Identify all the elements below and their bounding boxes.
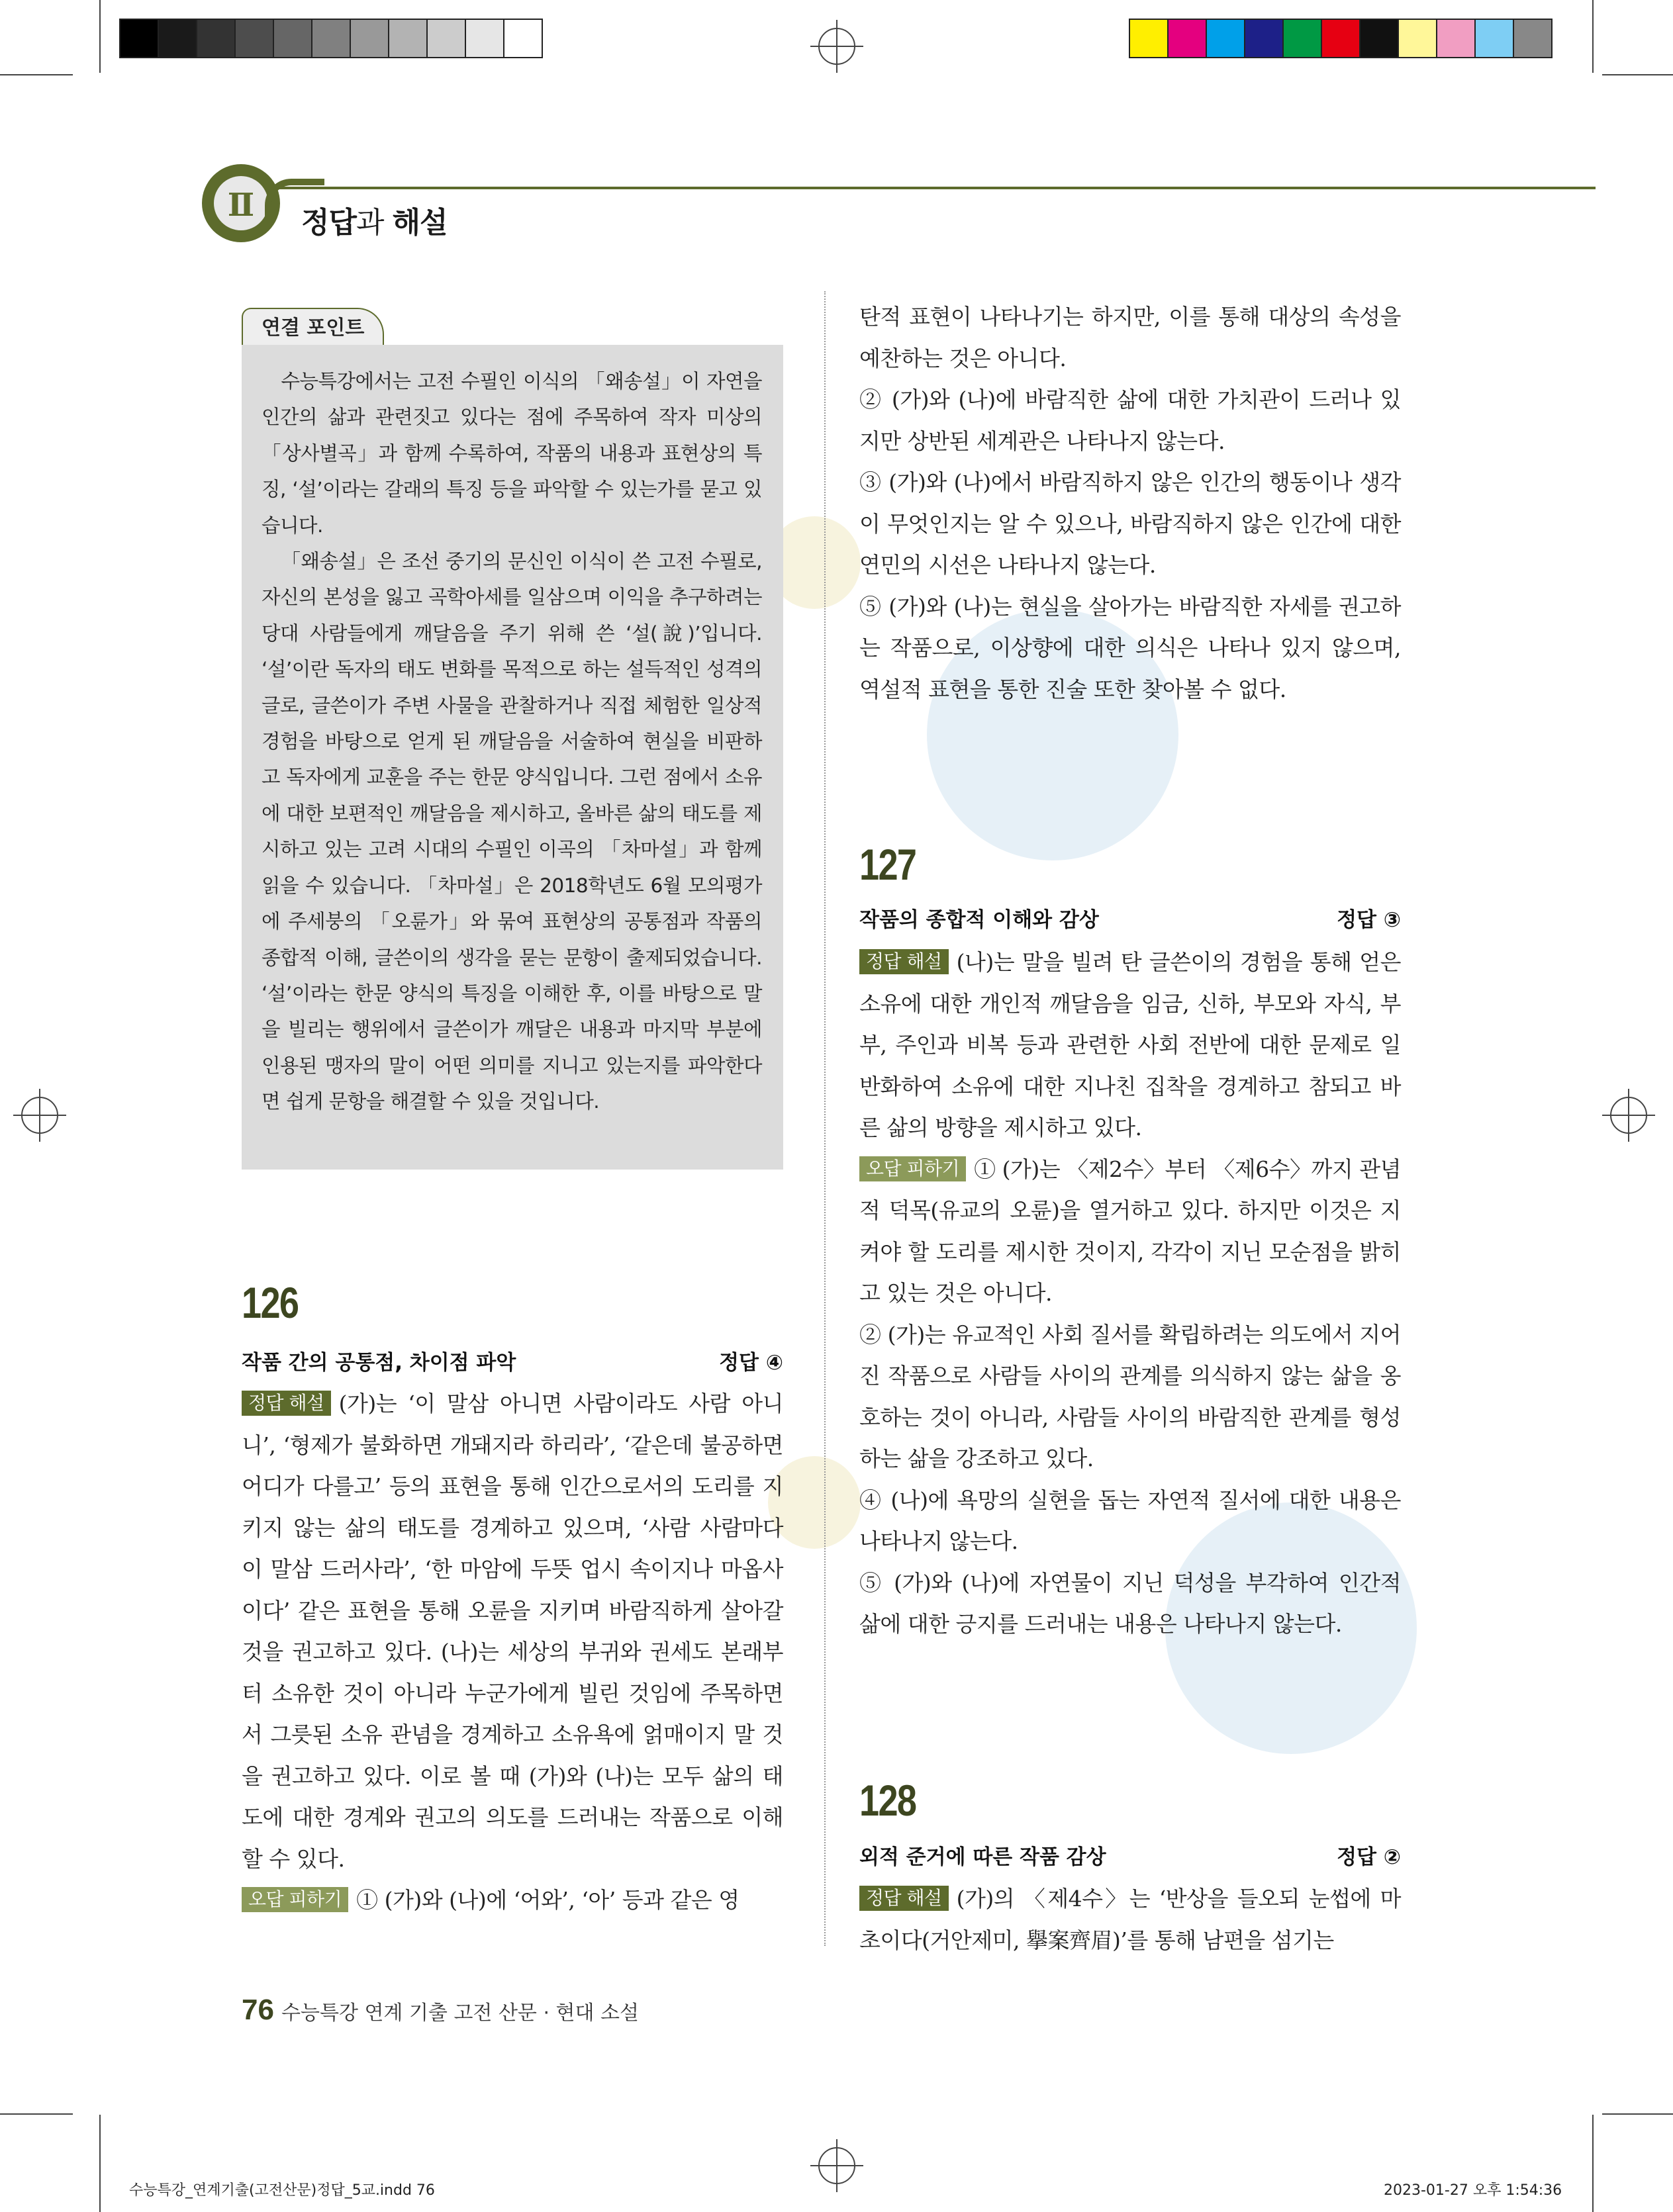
- color-swatch: [1322, 20, 1361, 57]
- print-slug-file: 수능특강_연계기출(고전산문)정답_5교.indd 76: [129, 2182, 435, 2199]
- explanation-text: (가)는 ‘이 말삼 아니면 사람이라도 사람 아니니’, ‘형제가 불화하면 개돼지라 하리라’, ‘같은데 불공하면 어디가 다를고’ 등의 표현을 통해 인간으로서의 도리를 지키지 않는 삶의 태도를 경계하고 있으며, ‘사람 사람마다 이 말삼 드러사라’, ‘한 마암에 두뜻 업시 속이지나 마옵사이다’ 같은 표현을 통해 오륜을 지키며 바람직하게 살아갈 것을 권고하고 있다. (나)는 세상의 부귀와 권세도 본래부터 소유한 것이 아니라 누군가에게 빌린 것임에 주목하면서 그릇된 소유 관념을 경계하고 소유욕에 얽매이지 말 것을 권고하고 있다. 이로 볼 때 (가)와 (나)는 모두 삶의 태도에 대한 경계와 권고의 의도를 드러내는 작품으로 이해할 수 있다.: [242, 1391, 783, 1872]
- crop-mark: [1602, 74, 1673, 75]
- wrong-answer-item: ② (가)와 (나)에 바람직한 삶에 대한 가치관이 드러나 있지만 상반된 세계관은 나타나지 않는다.: [859, 387, 1401, 454]
- color-swatch: [504, 20, 542, 57]
- wrong-answer-item: ④ (나)에 욕망의 실현을 돕는 자연적 질서에 대한 내용은 나타나지 않는다.: [859, 1487, 1401, 1554]
- header-rule: [278, 187, 1596, 189]
- section-title: 정답과 해설: [301, 206, 448, 240]
- answer-label: 정답 ②: [1337, 1845, 1401, 1869]
- color-swatch: [466, 20, 504, 57]
- explanation-126: [242, 1383, 783, 1921]
- explanation-127: [859, 942, 1401, 1645]
- registration-mark-icon: [13, 1089, 66, 1142]
- answer-label: 정답 ③: [1337, 907, 1401, 932]
- wrong-answer-tag: 오답 피하기: [859, 1156, 966, 1181]
- answer-explanation-tag: 정답 해설: [859, 949, 949, 974]
- question-heading: [242, 1346, 783, 1375]
- color-swatch: [197, 20, 236, 57]
- wrong-answer-text: ① (가)와 (나)에 ‘어와’, ‘아’ 등과 같은 영: [356, 1887, 740, 1913]
- column-divider: [824, 291, 826, 1946]
- question-heading: [859, 1840, 1401, 1869]
- question-topic: 작품 간의 공통점, 차이점 파악: [242, 1350, 516, 1375]
- crop-mark: [99, 0, 101, 73]
- color-swatch: [389, 20, 428, 57]
- color-swatch: [1361, 20, 1399, 57]
- color-swatch: [1284, 20, 1322, 57]
- explanation-text: (나)는 말을 빌려 탄 글쓴이의 경험을 통해 얻은 소유에 대한 개인적 깨달음을 임금, 신하, 부모와 자식, 부부, 주인과 비복 등과 관련한 사회 전반에 대한 문제로 일반화하여 소유에 대한 지나친 집착을 경계하고 참되고 바른 삶의 방향을 제시하고 있다.: [859, 949, 1401, 1140]
- wrong-answer-item: ⑤ (가)와 (나)는 현실을 살아가는 바람직한 자세를 권고하는 작품으로, 이상향에 대한 의식은 나타나 있지 않으며, 역설적 표현을 통한 진술 또한 찾아볼 수 없다.: [859, 593, 1401, 702]
- chapter-numeral: Ⅱ: [227, 187, 255, 224]
- print-slug-timestamp: 2023-01-27 오후 1:54:36: [1384, 2182, 1562, 2199]
- crop-mark: [1602, 2113, 1673, 2115]
- color-swatch: [1245, 20, 1284, 57]
- question-topic: 외적 준거에 따른 작품 감상: [859, 1845, 1106, 1869]
- grayscale-color-bar: [119, 19, 543, 58]
- wrong-answer-text: ① (가)는 〈제2수〉부터 〈제6수〉까지 관념적 덕목(유교의 오륜)을 열거하고 있다. 하지만 이것은 지켜야 할 도리를 제시한 것이지, 각각이 지닌 모순점을 밝히고 있는 것은 아니다.: [859, 1156, 1401, 1306]
- explanation-126-continued: [859, 297, 1401, 710]
- wrong-answer-text: 탄적 표현이 나타나기는 하지만, 이를 통해 대상의 속성을 예찬하는 것은 아니다.: [859, 304, 1401, 371]
- color-swatch: [428, 20, 466, 57]
- question-number: 126: [242, 1278, 299, 1327]
- color-swatch: [1514, 20, 1551, 57]
- answer-label: 정답 ④: [719, 1350, 783, 1375]
- process-color-bar: [1129, 19, 1553, 58]
- connection-point-box: [242, 345, 783, 1170]
- question-heading: [859, 903, 1401, 932]
- registration-mark-icon: [1602, 1089, 1655, 1142]
- color-swatch: [159, 20, 197, 57]
- answer-explanation-tag: 정답 해설: [242, 1391, 331, 1416]
- color-swatch: [1130, 20, 1169, 57]
- wrong-answer-item: ② (가)는 유교적인 사회 질서를 확립하려는 의도에서 지어진 작품으로 사람들 사이의 관계를 의식하지 않는 삶을 옹호하는 것이 아니라, 사람들 사이의 바람직한 관계를 형성하는 삶을 강조하고 있다.: [859, 1321, 1401, 1471]
- connection-paragraph: 「왜송설」은 조선 중기의 문신인 이식이 쓴 고전 수필로, 자신의 본성을 잃고 곡학아세를 일삼으며 이익을 추구하려는 당대 사람들에게 깨달음을 주기 위해 쓴 ‘설(說)’입니다. ‘설’이란 독자의 태도 변화를 목적으로 하는 설득적인 성격의 글로, 글쓴이가 주변 사물을 관찰하거나 직접 체험한 일상적 경험을 바탕으로 얻게 된 깨달음을 서술하여 현실을 비판하고 독자에게 교훈을 주는 한문 양식입니다. 그런 점에서 소유에 대한 보편적인 깨달음을 제시하고, 올바른 삶의 태도를 제시하고 있는 고려 시대의 수필인 이곡의 「차마설」과 함께 읽을 수 있습니다. 「차마설」은 2018학년도 6월 모의평가에 주세붕의 「오륜가」와 묶여 표현상의 공통점과 작품의 종합적 이해, 글쓴이의 생각을 묻는 문항이 출제되었습니다. ‘설’이라는 한문 양식의 특징을 이해한 후, 이를 바탕으로 말을 빌리는 행위에서 글쓴이가 깨달은 내용과 마지막 부분에 인용된 맹자의 말이 어떤 의미를 지니고 있는지를 파악한다면 쉽게 문항을 해결할 수 있을 것입니다.: [262, 550, 762, 1113]
- answer-explanation-tag: 정답 해설: [859, 1886, 949, 1911]
- color-swatch: [1399, 20, 1437, 57]
- crop-mark: [1592, 0, 1594, 73]
- connection-paragraph: 수능특강에서는 고전 수필인 이식의 「왜송설」이 자연을 인간의 삶과 관련짓고 있다는 점에 주목하여 작자 미상의 「상사별곡」과 함께 수록하여, 작품의 내용과 표현상의 특징, ‘설’이라는 갈래의 특징 등을 파악할 수 있는가를 묻고 있습니다.: [262, 370, 762, 537]
- color-swatch: [120, 20, 159, 57]
- color-swatch: [236, 20, 274, 57]
- color-swatch: [1169, 20, 1207, 57]
- color-swatch: [1437, 20, 1476, 57]
- connection-point-tab: 연결 포인트: [242, 308, 384, 347]
- color-swatch: [274, 20, 312, 57]
- page-number: 76: [242, 1994, 274, 2026]
- wrong-answer-item: ⑤ (가)와 (나)에 자연물이 지닌 덕성을 부각하여 인간적 삶에 대한 긍지를 드러내는 내용은 나타나지 않는다.: [859, 1569, 1401, 1637]
- question-number: 128: [859, 1776, 916, 1825]
- color-swatch: [351, 20, 389, 57]
- crop-mark: [0, 74, 73, 75]
- crop-mark: [99, 2115, 101, 2212]
- registration-mark-icon: [810, 20, 863, 73]
- color-swatch: [312, 20, 351, 57]
- color-swatch: [1476, 20, 1514, 57]
- color-swatch: [1207, 20, 1245, 57]
- running-footer-title: 수능특강 연계 기출 고전 산문 · 현대 소설: [281, 2002, 639, 2025]
- wrong-answer-item: ③ (가)와 (나)에서 바람직하지 않은 인간의 행동이나 생각이 무엇인지는 알 수 있으나, 바람직하지 않은 인간에 대한 연민의 시선은 나타나지 않는다.: [859, 469, 1401, 578]
- explanation-text: (가)의 〈제4수〉는 ‘반상을 들오되 눈썹에 마초이다(거안제미, 擧案齊眉)’를 통해 남편을 섬기는: [859, 1886, 1401, 1953]
- registration-mark-icon: [810, 2139, 863, 2192]
- question-topic: 작품의 종합적 이해와 감상: [859, 907, 1099, 932]
- question-number: 127: [859, 840, 916, 889]
- wrong-answer-tag: 오답 피하기: [242, 1887, 348, 1912]
- crop-mark: [1592, 2115, 1594, 2212]
- explanation-128: [859, 1878, 1401, 1961]
- crop-mark: [0, 2113, 73, 2115]
